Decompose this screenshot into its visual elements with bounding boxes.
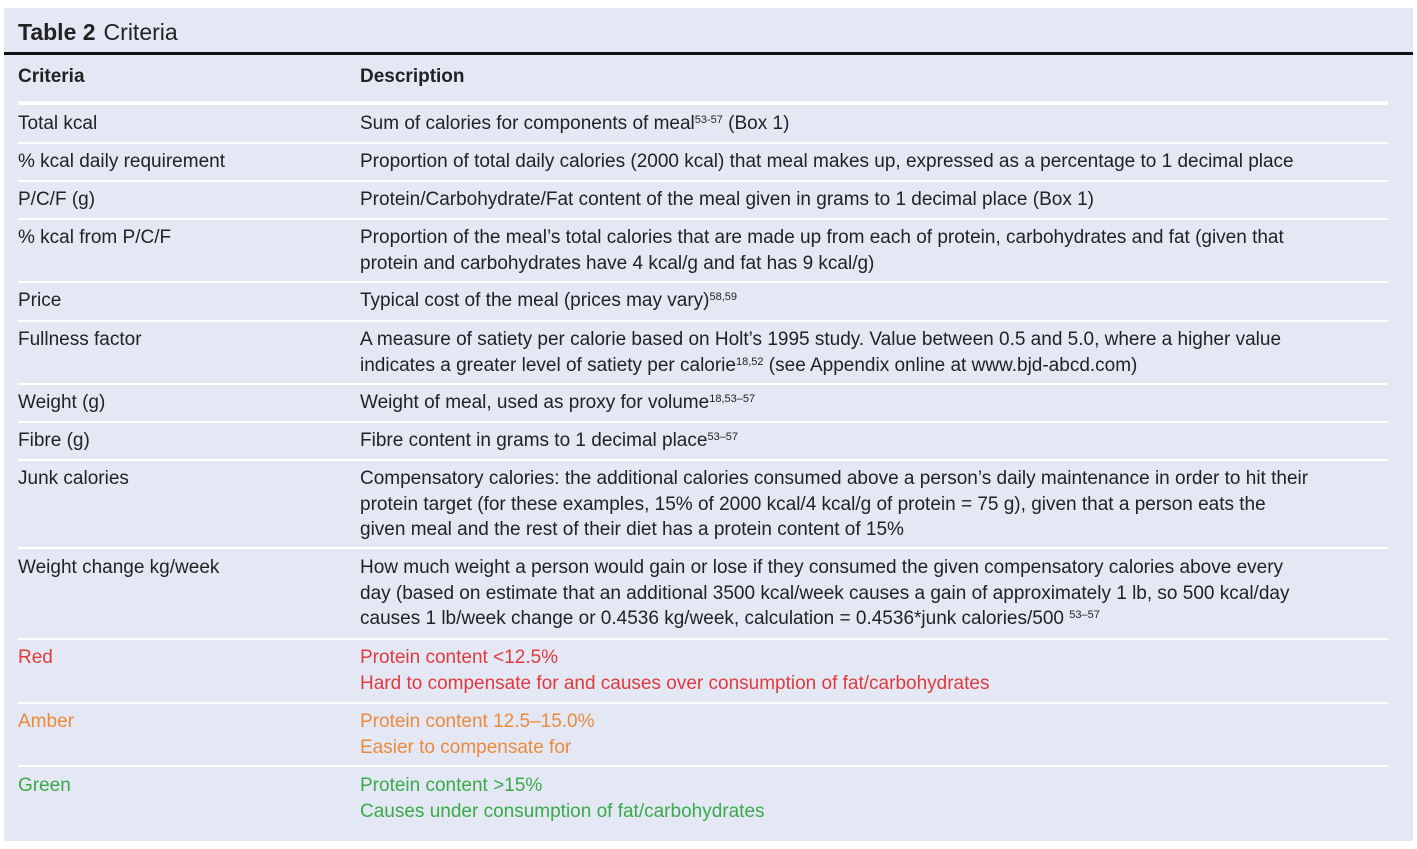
table-row: [18, 182, 1388, 220]
row-description: [360, 111, 789, 137]
row-criteria: Price: [18, 290, 62, 311]
row-criteria: % kcal from P/C/F: [18, 227, 172, 248]
description-line: Causes under consumption of fat/carbohydrates: [360, 800, 765, 822]
citation: 53–57: [707, 431, 739, 443]
description-line: day (based on estimate that an additional 3500 kcal/week causes a gain of approximately 1 lb, so 500 kcal/day: [360, 582, 1290, 604]
citation: 18,53–57: [709, 393, 756, 405]
row-description: [360, 390, 755, 416]
description-line: protein target (for these examples, 15% of 2000 kcal/4 kcal/g of protein = 75 g), given that a person eats the: [360, 493, 1266, 515]
description-line: given meal and the rest of their diet has a protein content of 15%: [360, 519, 904, 540]
row-description: [360, 773, 765, 824]
description-line: protein and carbohydrates have 4 kcal/g and fat has 9 kcal/g): [360, 252, 875, 274]
table-row: [18, 423, 1388, 461]
description-line: Typical cost of the meal (prices may vary)$^{58,59}$: [360, 290, 738, 311]
row-criteria: Junk calories: [18, 468, 129, 489]
row-criteria: Fullness factor: [18, 329, 142, 350]
citation: 18,52: [735, 355, 764, 368]
description-line: Proportion of total daily calories (2000 kcal) that meal makes up, expressed as a percentage to 1 decimal place: [360, 151, 1294, 172]
row-description: [360, 555, 1289, 632]
description-line: Fibre content in grams to 1 decimal place$^{53-57}$: [360, 430, 739, 451]
table-row-red: [18, 640, 1388, 704]
description-line: How much weight a person would gain or lose if they consumed the given compensatory calories above every: [360, 557, 1284, 578]
table-row: [18, 220, 1388, 283]
row-criteria: Total kcal: [18, 113, 98, 134]
description-line: A measure of satiety per calorie based on Holt’s 1995 study. Value between 0.5 and 5.0, where a higher value: [360, 329, 1282, 350]
row-description: [360, 466, 1308, 543]
description-line: Protein content >15%: [360, 775, 543, 796]
row-description: [360, 288, 737, 314]
table-row-amber: [18, 704, 1388, 767]
citation: 53–57: [1069, 609, 1100, 621]
row-description: [360, 709, 595, 760]
table-row: [18, 322, 1388, 385]
table-title: [18, 18, 178, 46]
description-line: Protein content 12.5–15.0%: [360, 711, 595, 732]
row-criteria: Green: [18, 775, 71, 796]
header-criteria: Criteria: [18, 66, 85, 87]
table-number: Table 2: [18, 19, 96, 45]
description-line: causes 1 lb/week change or 0.4536 kg/week, calculation = 0.4536*junk calories/500 $^{53-57}$: [360, 608, 1100, 629]
description-line: Sum of calories for components of meal$^{53-57}$ (Box 1): [360, 113, 790, 134]
citation: 58,59: [709, 291, 738, 303]
description-line: Compensatory calories: the additional calories consumed above a person’s daily maintenance in order to hit their: [360, 468, 1309, 489]
description-line: Hard to compensate for and causes over consumption of fat/carbohydrates: [360, 672, 990, 694]
row-criteria: Weight (g): [18, 392, 106, 413]
row-description: [360, 645, 989, 696]
row-description: [360, 149, 1294, 175]
table-title-text: Criteria: [103, 19, 178, 45]
row-criteria: Amber: [18, 711, 74, 732]
row-criteria: Red: [18, 647, 53, 668]
table-row: [18, 283, 1388, 322]
row-description: [360, 428, 738, 454]
table-row: [18, 385, 1388, 423]
table-row: [18, 461, 1388, 549]
table-header-row: [18, 63, 1388, 105]
table-row-green: [18, 768, 1388, 830]
row-criteria: Fibre (g): [18, 430, 90, 451]
description-line: indicates a greater level of satiety per calorie$^{18,52}$ (see Appendix online at www.bjd-abcd.com): [360, 354, 1138, 376]
row-description: [360, 187, 1094, 213]
table-row: [18, 106, 1388, 144]
row-criteria: P/C/F (g): [18, 189, 96, 210]
row-criteria: Weight change kg/week: [18, 557, 220, 578]
description-line: Protein content <12.5%: [360, 647, 559, 668]
description-line: Weight of meal, used as proxy for volume$^{18,53-57}$: [360, 392, 756, 413]
table-row: [18, 550, 1388, 640]
row-description: [360, 327, 1281, 378]
header-description: Description: [360, 66, 465, 87]
table-row: [18, 144, 1388, 182]
row-criteria: % kcal daily requirement: [18, 151, 225, 172]
row-description: [360, 225, 1284, 276]
table-title-bar: [4, 8, 1413, 55]
description-line: Proportion of the meal’s total calories that are made up from each of protein, carbohydrates and fat (given that: [360, 227, 1284, 248]
citation: 53-57: [694, 114, 723, 126]
description-line: Easier to compensate for: [360, 736, 572, 758]
criteria-table: [4, 8, 1413, 841]
description-line: Protein/Carbohydrate/Fat content of the meal given in grams to 1 decimal place (Box 1): [360, 189, 1094, 210]
